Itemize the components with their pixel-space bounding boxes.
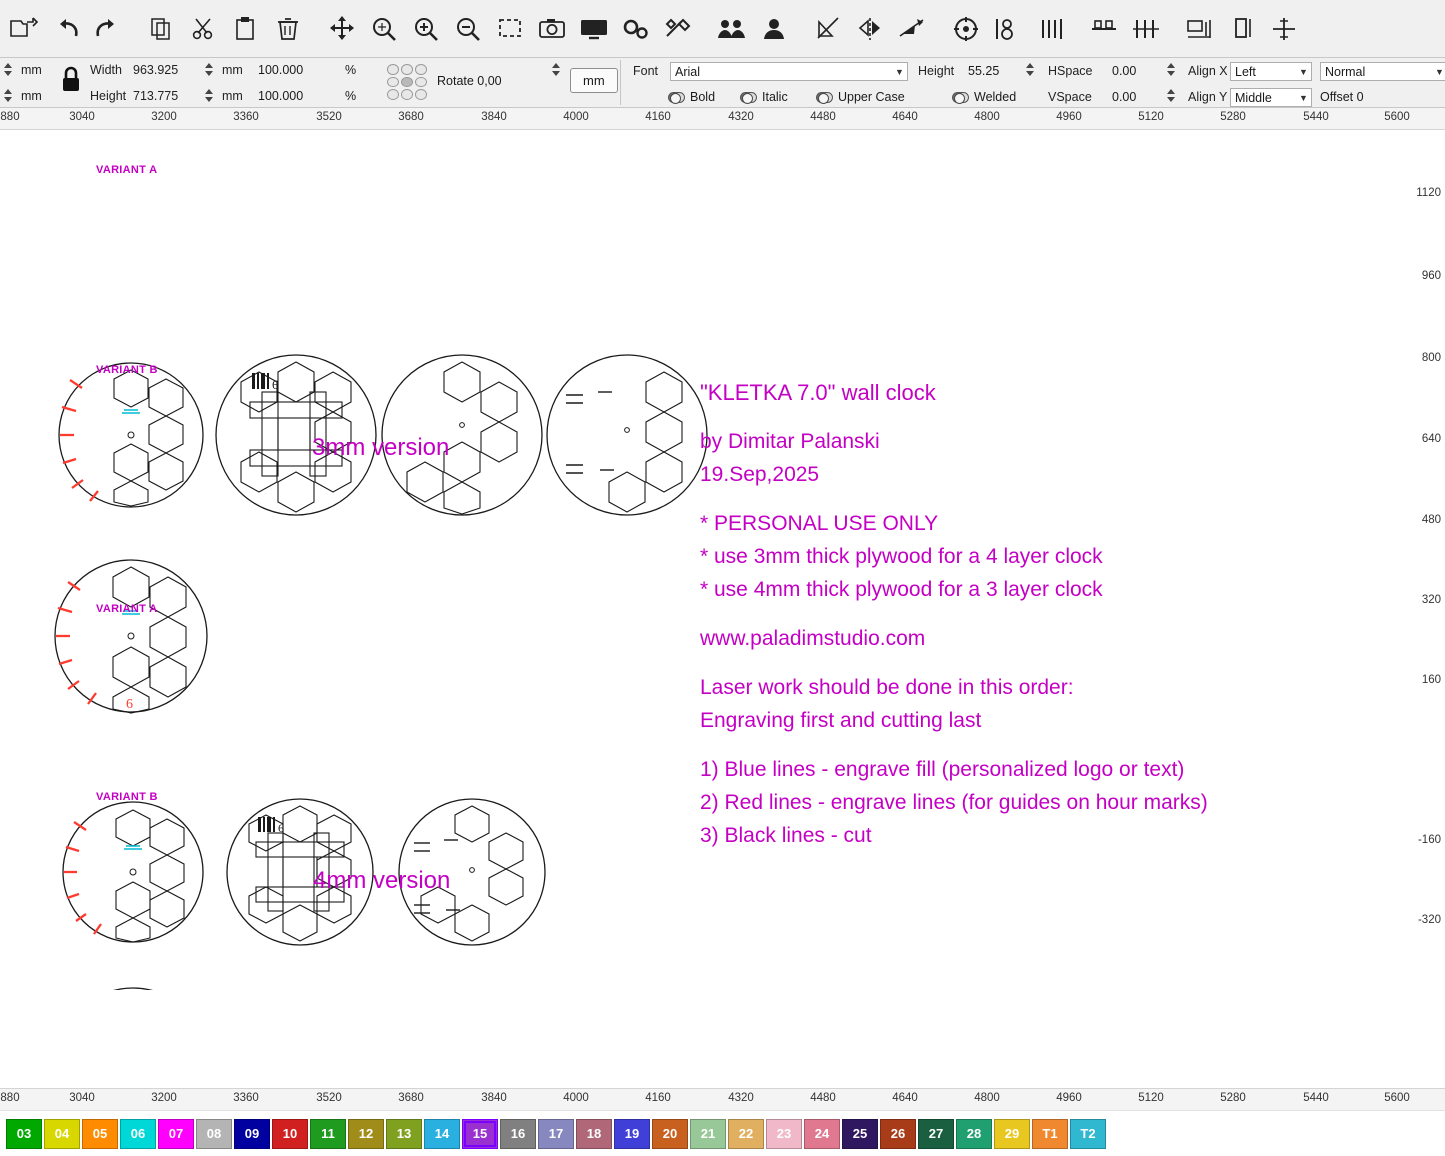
- align-y-label: Align Y: [1188, 90, 1228, 104]
- width-label: Width: [90, 63, 122, 77]
- ruler-tick: 3520: [316, 111, 342, 123]
- ruler-tick: 4800: [974, 111, 1000, 123]
- rotate-anchor-grid[interactable]: [385, 62, 429, 102]
- ruler-tick: 160: [1421, 674, 1441, 686]
- svg-text:6: 6: [272, 377, 279, 392]
- palette-swatch-07[interactable]: 07: [158, 1119, 194, 1149]
- text-height-label: Height: [918, 64, 955, 78]
- text-height-value[interactable]: 55.25: [968, 64, 1000, 78]
- palette-swatch-28[interactable]: 28: [956, 1119, 992, 1149]
- ruler-tick: 4960: [1056, 1092, 1082, 1104]
- info-author: by Dimitar Palanski: [700, 430, 880, 453]
- palette-swatch-29[interactable]: 29: [994, 1119, 1030, 1149]
- italic-label: Italic: [762, 90, 788, 104]
- clock-layer-marks-3mm: [547, 355, 707, 515]
- palette-swatch-06[interactable]: 06: [120, 1119, 156, 1149]
- align-y-value: Middle: [1235, 90, 1272, 105]
- ruler-tick: 3040: [69, 111, 95, 123]
- hspace-spinner[interactable]: [1165, 63, 1176, 76]
- font-select[interactable]: [670, 62, 908, 81]
- ruler-tick: 3840: [481, 1092, 507, 1104]
- scale-unit-bottom-label: mm: [222, 89, 243, 103]
- text-style-value: Normal: [1325, 64, 1366, 79]
- horizontal-ruler-bottom[interactable]: [0, 1088, 1445, 1110]
- clock-face-3mm-variant-a: [59, 363, 203, 507]
- ruler-tick: 3200: [151, 111, 177, 123]
- bold-label: Bold: [690, 90, 716, 104]
- distribute-vertical-icon[interactable]: [1126, 6, 1166, 52]
- scale-top-spinner[interactable]: [203, 63, 214, 76]
- info-step-1: 1) Blue lines - engrave fill (personalized logo or text): [700, 758, 1185, 781]
- palette-swatch-24[interactable]: 24: [804, 1119, 840, 1149]
- clock-face-3mm-variant-b: [55, 560, 207, 713]
- ruler-tick: 5600: [1384, 111, 1410, 123]
- vspace-spinner[interactable]: [1165, 89, 1176, 102]
- delete-icon[interactable]: [268, 6, 308, 52]
- percent-x-label: %: [345, 63, 357, 77]
- mirror-horizontal-icon[interactable]: [850, 6, 890, 52]
- design-canvas[interactable]: [0, 130, 1445, 1088]
- toggle-switch: [668, 92, 685, 103]
- move-icon[interactable]: [322, 6, 362, 52]
- unit-button[interactable]: mm: [570, 68, 618, 93]
- zoom-fit-icon[interactable]: [364, 6, 404, 52]
- unit-select-spinner[interactable]: [550, 63, 561, 76]
- ruler-tick: 4320: [728, 1092, 754, 1104]
- ruler-tick: 4160: [645, 111, 671, 123]
- percent-y-label: %: [345, 89, 357, 103]
- ruler-tick: 4000: [563, 111, 589, 123]
- distribute-horizontal-icon[interactable]: [1084, 6, 1124, 52]
- hspace-label: HSpace: [1048, 64, 1093, 78]
- palette-swatch-T1[interactable]: T1: [1032, 1119, 1068, 1149]
- ruler-tick: 3680: [398, 111, 424, 123]
- ruler-tick: 3200: [151, 1092, 177, 1104]
- zoom-in-icon[interactable]: [406, 6, 446, 52]
- ruler-tick: 1120: [1416, 187, 1441, 199]
- mirror-diagonal-icon[interactable]: [808, 6, 848, 52]
- palette-swatch-22[interactable]: 22: [728, 1119, 764, 1149]
- palette-swatch-21[interactable]: 21: [690, 1119, 726, 1149]
- toggle-switch: [952, 92, 969, 103]
- palette-swatch-12[interactable]: 12: [348, 1119, 384, 1149]
- info-order-title-2: Engraving first and cutting last: [700, 709, 982, 732]
- ruler-tick: -160: [1417, 834, 1441, 846]
- vertical-ruler[interactable]: [1401, 130, 1445, 1088]
- palette-swatch-14[interactable]: 14: [424, 1119, 460, 1149]
- info-step-2: 2) Red lines - engrave lines (for guides on hour marks): [700, 791, 1208, 814]
- info-title: "KLETKA 7.0" wall clock: [700, 380, 936, 405]
- ruler-tick: -320: [1417, 914, 1441, 926]
- version-label-4mm: 4mm version: [313, 867, 451, 894]
- info-note-1: * PERSONAL USE ONLY: [700, 512, 939, 535]
- ruler-tick: 960: [1421, 270, 1441, 282]
- align-right-icon[interactable]: [1030, 6, 1070, 52]
- ruler-tick: 880: [0, 111, 20, 123]
- unit-bottom-label: mm: [21, 89, 42, 103]
- info-date: 19.Sep,2025: [700, 463, 820, 486]
- align-x-select[interactable]: [1230, 62, 1312, 81]
- ruler-tick: 5280: [1220, 111, 1246, 123]
- size-height-icon[interactable]: [1222, 6, 1262, 52]
- redo-icon[interactable]: [88, 6, 128, 52]
- undo-icon[interactable]: [46, 6, 86, 52]
- ruler-tick: 3840: [481, 111, 507, 123]
- info-text-block: [700, 376, 1208, 852]
- font-value: Arial: [675, 64, 701, 79]
- unit-top-label: mm: [21, 63, 42, 77]
- ruler-tick: 5440: [1303, 111, 1329, 123]
- align-left-icon[interactable]: [988, 6, 1028, 52]
- rotate-label[interactable]: Rotate 0,00: [437, 74, 502, 88]
- ruler-tick: 5600: [1384, 1092, 1410, 1104]
- unit-top-spinner[interactable]: [2, 63, 13, 76]
- size-width-icon[interactable]: [1180, 6, 1220, 52]
- ruler-tick: 3520: [316, 1092, 342, 1104]
- ruler-tick: 4320: [728, 111, 754, 123]
- toggle-switch: [816, 92, 833, 103]
- scale-unit-top-label: mm: [222, 63, 243, 77]
- palette-swatch-23[interactable]: 23: [766, 1119, 802, 1149]
- palette-swatch-11[interactable]: 11: [310, 1119, 346, 1149]
- lock-aspect-icon[interactable]: [58, 64, 84, 96]
- clock-face-4mm-variant-a: [63, 802, 203, 942]
- palette-swatch-25[interactable]: 25: [842, 1119, 878, 1149]
- palette-swatch-27[interactable]: 27: [918, 1119, 954, 1149]
- scale-bottom-spinner[interactable]: [203, 89, 214, 102]
- crosshair-icon[interactable]: [1264, 6, 1304, 52]
- ruler-tick: 4640: [892, 111, 918, 123]
- height-value[interactable]: 713.775: [133, 89, 179, 103]
- align-x-label: Align X: [1188, 64, 1228, 78]
- palette-swatch-18[interactable]: 18: [576, 1119, 612, 1149]
- info-note-2: * use 3mm thick plywood for a 4 layer clock: [700, 545, 1103, 568]
- ruler-tick: 3360: [233, 111, 259, 123]
- ruler-tick: 4480: [810, 111, 836, 123]
- ruler-tick: 4800: [974, 1092, 1000, 1104]
- zoom-out-icon[interactable]: [448, 6, 488, 52]
- palette-swatch-03[interactable]: 03: [6, 1119, 42, 1149]
- align-x-value: Left: [1235, 64, 1256, 79]
- palette-swatch-04[interactable]: 04: [44, 1119, 80, 1149]
- color-palette[interactable]: [0, 1110, 1445, 1156]
- palette-swatch-17[interactable]: 17: [538, 1119, 574, 1149]
- ruler-tick: 5120: [1138, 111, 1164, 123]
- variant-a-label-4mm: VARIANT A: [96, 603, 158, 615]
- person-icon[interactable]: [754, 6, 794, 52]
- svg-text:6: 6: [278, 821, 284, 835]
- palette-swatch-16[interactable]: 16: [500, 1119, 536, 1149]
- ruler-tick: 3040: [69, 1092, 95, 1104]
- scale-x-value[interactable]: 100.000: [258, 63, 304, 77]
- group-icon[interactable]: [712, 6, 752, 52]
- ruler-tick: 4640: [892, 1092, 918, 1104]
- ruler-tick: 3360: [233, 1092, 259, 1104]
- welded-toggle[interactable]: [952, 90, 1016, 104]
- info-order-title-1: Laser work should be done in this order:: [700, 676, 1074, 699]
- ruler-tick: 4480: [810, 1092, 836, 1104]
- ruler-tick: 5280: [1220, 1092, 1246, 1104]
- variant-b-label-4mm: VARIANT B: [96, 791, 158, 803]
- ruler-tick: 4960: [1056, 111, 1082, 123]
- copy-icon[interactable]: [142, 6, 182, 52]
- marquee-select-icon[interactable]: [490, 6, 530, 52]
- ruler-tick: 480: [1421, 514, 1441, 526]
- ruler-tick: 4000: [563, 1092, 589, 1104]
- palette-swatch-15[interactable]: 15: [462, 1119, 498, 1149]
- ruler-tick: 5440: [1303, 1092, 1329, 1104]
- screen-icon[interactable]: [574, 6, 614, 52]
- ruler-tick: 4160: [645, 1092, 671, 1104]
- palette-swatch-09[interactable]: 09: [234, 1119, 270, 1149]
- text-style-select[interactable]: [1320, 62, 1445, 81]
- cut-icon[interactable]: [184, 6, 224, 52]
- open-file-icon[interactable]: [4, 6, 44, 52]
- chevron-down-icon: ▼: [895, 66, 904, 77]
- height-label: Height: [90, 89, 127, 103]
- chevron-down-icon: ▼: [1299, 92, 1308, 103]
- ruler-tick: 880: [0, 1092, 20, 1104]
- align-y-select[interactable]: [1230, 88, 1312, 107]
- palette-swatch-10[interactable]: 10: [272, 1119, 308, 1149]
- camera-icon[interactable]: [532, 6, 572, 52]
- info-website[interactable]: www.paladimstudio.com: [700, 627, 926, 650]
- settings-gears-icon[interactable]: [616, 6, 656, 52]
- palette-swatch-13[interactable]: 13: [386, 1119, 422, 1149]
- unit-bottom-spinner[interactable]: [2, 89, 13, 102]
- ruler-tick: 5120: [1138, 1092, 1164, 1104]
- version-label-3mm: 3mm version: [312, 434, 450, 461]
- info-step-3: 3) Black lines - cut: [700, 824, 872, 847]
- ruler-tick: 3680: [398, 1092, 424, 1104]
- uppercase-toggle[interactable]: [816, 90, 905, 104]
- bold-toggle[interactable]: [668, 90, 715, 104]
- palette-swatch-19[interactable]: 19: [614, 1119, 650, 1149]
- font-label: Font: [633, 64, 659, 78]
- info-note-3: * use 4mm thick plywood for a 3 layer clock: [700, 578, 1103, 601]
- hspace-value[interactable]: 0.00: [1112, 64, 1137, 78]
- text-height-spinner[interactable]: [1024, 63, 1035, 76]
- offset-label[interactable]: Offset 0: [1320, 90, 1364, 104]
- palette-swatch-26[interactable]: 26: [880, 1119, 916, 1149]
- italic-toggle[interactable]: [740, 90, 788, 104]
- tools-icon[interactable]: [658, 6, 698, 52]
- palette-swatch-05[interactable]: 05: [82, 1119, 118, 1149]
- mirror-vertical-icon[interactable]: [892, 6, 932, 52]
- properties-bar: [0, 58, 1445, 108]
- palette-swatch-T2[interactable]: T2: [1070, 1119, 1106, 1149]
- center-target-icon[interactable]: [946, 6, 986, 52]
- ruler-tick: 320: [1421, 594, 1441, 606]
- uppercase-label: Upper Case: [838, 90, 905, 104]
- toggle-switch: [740, 92, 757, 103]
- variant-a-label-3mm: VARIANT A: [96, 164, 158, 176]
- ruler-tick: 800: [1421, 352, 1441, 364]
- ruler-tick: 640: [1421, 433, 1441, 445]
- scale-y-value[interactable]: 100.000: [258, 89, 304, 103]
- svg-text:6: 6: [126, 697, 133, 712]
- paste-icon[interactable]: [226, 6, 266, 52]
- chevron-down-icon: ▼: [1299, 66, 1308, 77]
- vspace-value[interactable]: 0.00: [1112, 90, 1137, 104]
- chevron-down-icon: ▼: [1435, 66, 1444, 77]
- palette-swatch-20[interactable]: 20: [652, 1119, 688, 1149]
- main-toolbar: [0, 0, 1445, 58]
- variant-b-label-3mm: VARIANT B: [96, 364, 158, 376]
- welded-label: Welded: [974, 90, 1017, 104]
- vspace-label: VSpace: [1048, 90, 1092, 104]
- palette-swatch-08[interactable]: 08: [196, 1119, 232, 1149]
- clock-face-4mm-variant-b: [57, 988, 209, 990]
- width-value[interactable]: 963.925: [133, 63, 179, 77]
- horizontal-ruler-top[interactable]: [0, 108, 1445, 130]
